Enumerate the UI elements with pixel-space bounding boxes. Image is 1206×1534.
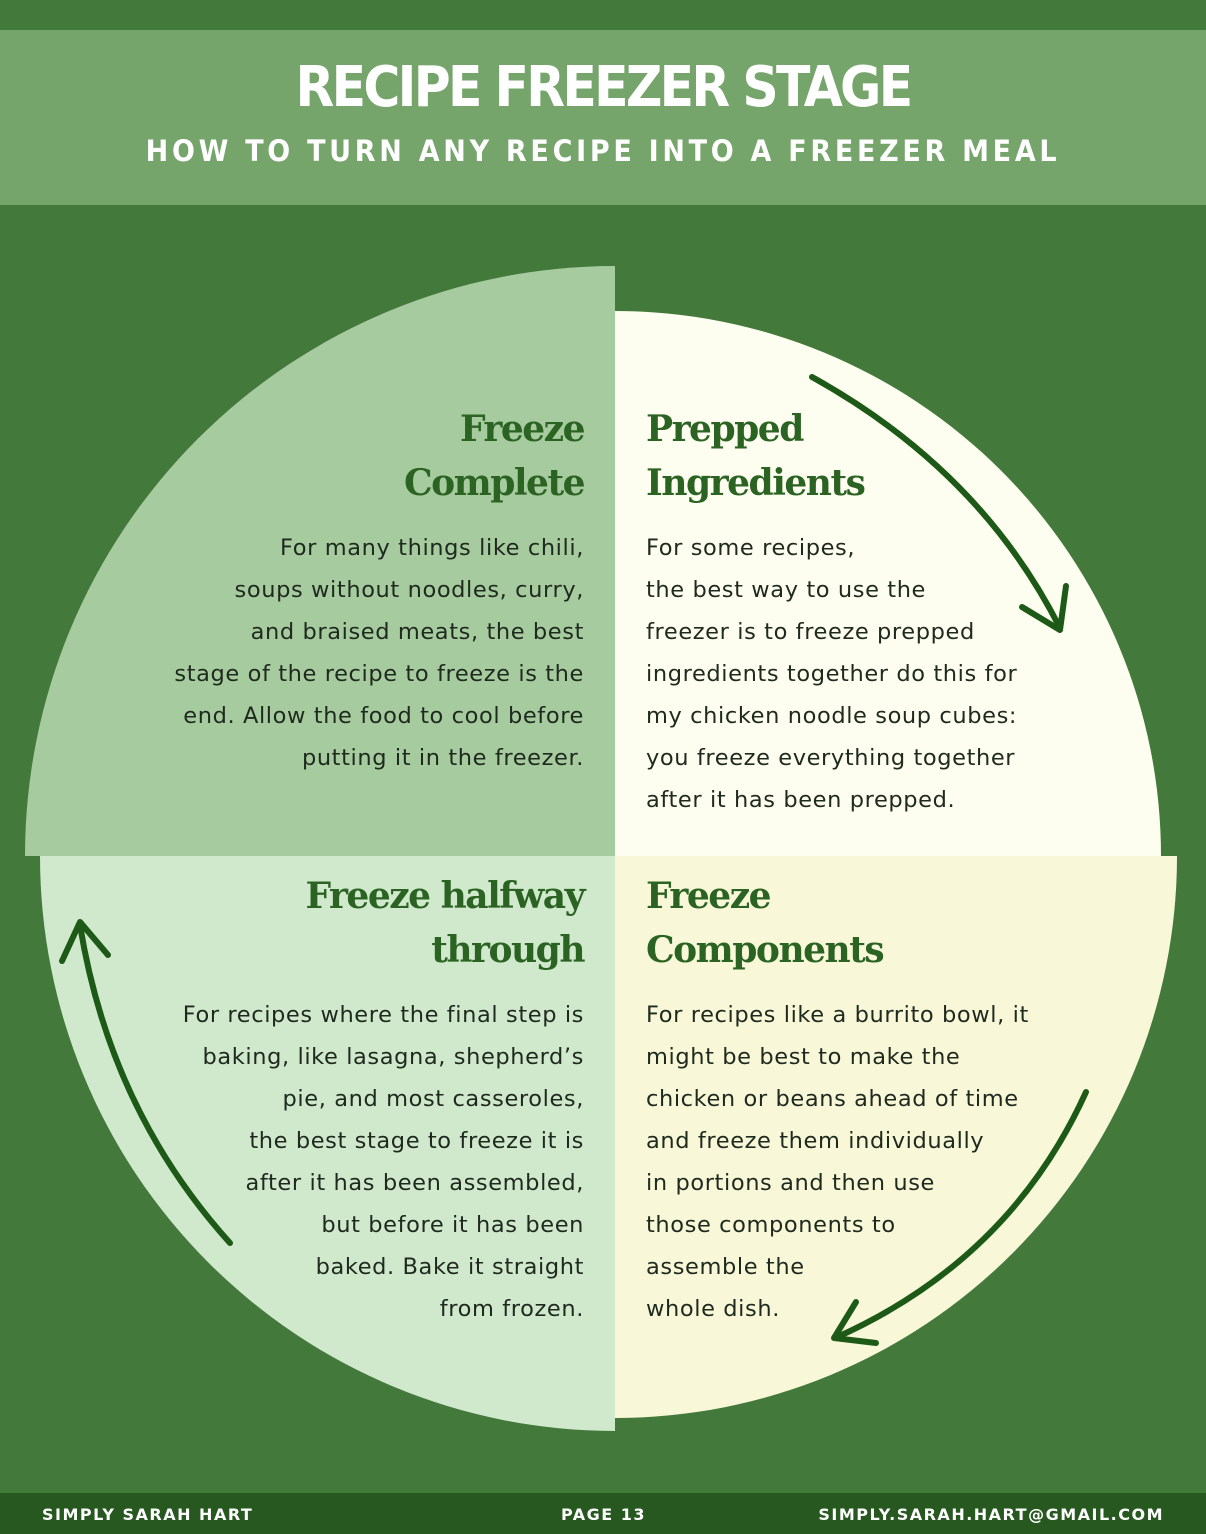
- page-subtitle: HOW TO TURN ANY RECIPE INTO A FREEZER MEAL: [145, 134, 1061, 168]
- quadrant-freeze-components: [646, 869, 1116, 1330]
- footer-author: SIMPLY SARAH HART: [42, 1505, 254, 1524]
- footer-page-number: PAGE 13: [561, 1505, 647, 1524]
- freeze-halfway-heading: Freeze halfway through: [305, 875, 584, 971]
- quadrant-prepped-ingredients: [646, 402, 1116, 821]
- freeze-complete-text: For many things like chili, soups without noodles, curry, and braised meats, the best stage of the recipe to freeze is the end. Allow the food to cool before putting it in the freezer.: [174, 535, 584, 771]
- freeze-halfway-text: For recipes where the final step is baking, like lasagna, shepherd’s pie, and most casseroles, the best stage to freeze it is after it has been assembled, but before it has been baked. Bake it straight from frozen.: [182, 1002, 584, 1322]
- prepped-ingredients-heading: Prepped Ingredients: [646, 408, 865, 504]
- footer-email: SIMPLY.SARAH.HART@GMAIL.COM: [818, 1505, 1164, 1524]
- freeze-components-heading: Freeze Components: [646, 875, 884, 971]
- freeze-components-text: For recipes like a burrito bowl, it might be best to make the chicken or beans ahead of time and freeze them individually in portions and then use those components to assemble the whole dish.: [646, 1002, 1029, 1322]
- prepped-ingredients-text: For some recipes, the best way to use the freezer is to freeze prepped ingredients together do this for my chicken noodle soup cubes: you freeze everything together after it has been prepped.: [646, 535, 1018, 813]
- page-title: RECIPE FREEZER STAGE: [295, 55, 911, 120]
- quadrant-freeze-halfway: [110, 869, 584, 1330]
- footer-band: [0, 1493, 1206, 1534]
- quadrant-freeze-complete: [120, 402, 584, 779]
- freeze-complete-heading: Freeze Complete: [403, 408, 584, 504]
